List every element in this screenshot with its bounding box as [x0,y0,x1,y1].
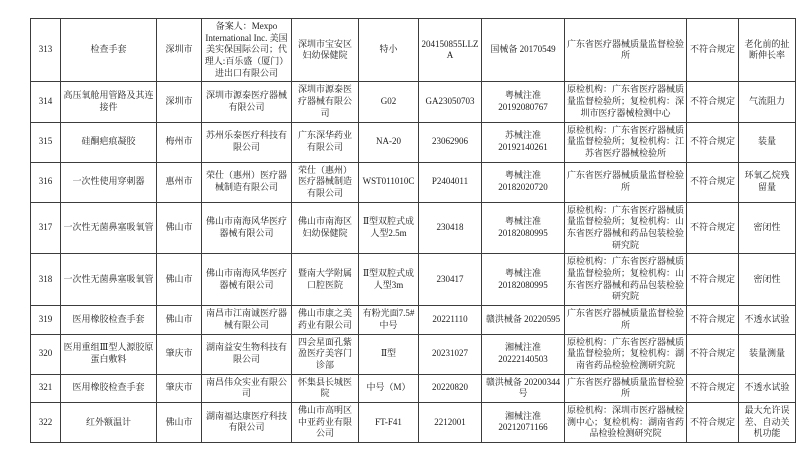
cell-spec: Ⅱ型双腔式成人型2.5m [359,202,419,254]
cell-batch: 204150855LLZA [419,19,482,82]
cell-result: 不符合规定 [687,202,739,254]
cell-batch: 20221110 [419,306,482,334]
cell-spec: FT-F41 [359,402,419,442]
cell-reg-no: 赣洪械备 20220595 [482,306,565,334]
cell-item: 密闭性 [739,254,796,306]
cell-registrant: 佛山市南海风华医疗器械有限公司 [202,254,292,306]
table-row [31,254,796,306]
cell-reg-no: 粤械注准20182080995 [482,254,565,306]
cell-city: 佛山市 [157,202,202,254]
cell-spec: WST011010C [359,162,419,202]
cell-sampled-unit: 怀集县长城医院 [292,374,359,402]
cell-no: 320 [31,334,61,374]
cell-inspector: 广东省医疗器械质量监督检验所 [565,374,687,402]
cell-product: 高压氧舱用管路及其连接件 [61,82,157,122]
cell-batch: GA23050703 [419,82,482,122]
cell-reg-no: 粤械注准20192080767 [482,82,565,122]
cell-reg-no: 湘械注准20212071166 [482,402,565,442]
cell-result: 不符合规定 [687,374,739,402]
cell-no: 315 [31,122,61,162]
cell-inspector: 原检机构：广东省医疗器械质量监督检验所；复检机构：山东省医疗器械和药品包装检验研究院 [565,202,687,254]
cell-sampled-unit: 荣仕（惠州）医疗器械制造有限公司 [292,162,359,202]
table-row [31,82,796,122]
cell-reg-no: 苏械注准20192140261 [482,122,565,162]
cell-registrant: 苏州乐泰医疗科技有限公司 [202,122,292,162]
cell-city: 佛山市 [157,254,202,306]
cell-registrant: 南昌伟众实业有限公司 [202,374,292,402]
cell-result: 不符合规定 [687,254,739,306]
cell-registrant: 荣仕（惠州）医疗器械制造有限公司 [202,162,292,202]
cell-city: 深圳市 [157,19,202,82]
cell-inspector: 原检机构：广东省医疗器械质量监督检验所；复检机构：湖南省药品检验检测研究院 [565,334,687,374]
cell-reg-no: 赣洪械备 20200344号 [482,374,565,402]
cell-reg-no: 国械备 20170549 [482,19,565,82]
cell-batch: 23062906 [419,122,482,162]
cell-no: 317 [31,202,61,254]
cell-product: 检查手套 [61,19,157,82]
cell-result: 不符合规定 [687,162,739,202]
cell-sampled-unit: 广东深华药业有限公司 [292,122,359,162]
cell-sampled-unit: 佛山市南海区妇幼保健院 [292,202,359,254]
table-row [31,334,796,374]
cell-sampled-unit: 佛山市高明区中亚药业有限公司 [292,402,359,442]
cell-registrant: 湖南福达康医疗科技有限公司 [202,402,292,442]
cell-item: 密闭性 [739,202,796,254]
cell-spec: Ⅱ型 [359,334,419,374]
cell-reg-no: 粤械注准20182080995 [482,202,565,254]
cell-sampled-unit: 暨南大学附属口腔医院 [292,254,359,306]
cell-result: 不符合规定 [687,82,739,122]
cell-product: 医用重组Ⅲ型人源胶原蛋白敷料 [61,334,157,374]
cell-reg-no: 粤械注准20182020720 [482,162,565,202]
cell-no: 319 [31,306,61,334]
cell-batch: 230418 [419,202,482,254]
cell-item: 最大允许误差、自动关机功能 [739,402,796,442]
cell-spec: 中号（M） [359,374,419,402]
cell-no: 321 [31,374,61,402]
cell-batch: P2404011 [419,162,482,202]
cell-city: 肇庆市 [157,374,202,402]
cell-spec: 特小 [359,19,419,82]
cell-no: 316 [31,162,61,202]
cell-result: 不符合规定 [687,122,739,162]
cell-sampled-unit: 深圳市源泰医疗器械有限公司 [292,82,359,122]
cell-spec: 有粉光面7.5#中号 [359,306,419,334]
cell-item: 气流阻力 [739,82,796,122]
cell-inspector: 广东省医疗器械质量监督检验所 [565,19,687,82]
cell-inspector: 广东省医疗器械质量监督检验所 [565,162,687,202]
cell-inspector: 广东省医疗器械质量监督检验所 [565,306,687,334]
cell-item: 装量 [739,122,796,162]
cell-result: 不符合规定 [687,402,739,442]
cell-no: 313 [31,19,61,82]
cell-spec: Ⅱ型双腔式成人型3m [359,254,419,306]
table-row [31,374,796,402]
cell-batch: 20231027 [419,334,482,374]
cell-no: 314 [31,82,61,122]
table-body [31,19,796,443]
cell-registrant: 南昌市江南诚医疗器械有限公司 [202,306,292,334]
table-row [31,19,796,82]
cell-product: 一次性无菌鼻塞吸氧管 [61,202,157,254]
cell-city: 肇庆市 [157,334,202,374]
cell-inspector: 原检机构：深圳市医疗器械检测中心；复检机构：湖南省药品检验检测研究院 [565,402,687,442]
cell-batch: 20220820 [419,374,482,402]
cell-result: 不符合规定 [687,334,739,374]
cell-item: 装量测量 [739,334,796,374]
cell-city: 深圳市 [157,82,202,122]
cell-registrant: 深圳市源泰医疗器械有限公司 [202,82,292,122]
cell-product: 硅酮疤痕凝胶 [61,122,157,162]
cell-no: 322 [31,402,61,442]
cell-item: 环氧乙烷残留量 [739,162,796,202]
cell-sampled-unit: 深圳市宝安区妇幼保健院 [292,19,359,82]
cell-registrant: 备案人：Mexpo International Inc. 美国美实保国际公司；代理人:百乐盛（厦门）进出口有限公司 [202,19,292,82]
cell-inspector: 原检机构：广东省医疗器械质量监督检验所；复检机构：深圳市医疗器械检测中心 [565,82,687,122]
cell-sampled-unit: 四会星面孔紫盈医疗美容门诊部 [292,334,359,374]
cell-spec: G02 [359,82,419,122]
table-row [31,122,796,162]
cell-result: 不符合规定 [687,19,739,82]
cell-registrant: 湖南益安生物科技有限公司 [202,334,292,374]
inspection-results-table [30,18,796,443]
table-row [31,202,796,254]
cell-inspector: 原检机构：广东省医疗器械质量监督检验所；复检机构：江苏省医疗器械检验所 [565,122,687,162]
table-row [31,402,796,442]
cell-city: 惠州市 [157,162,202,202]
table-row [31,162,796,202]
cell-item: 不透水试验 [739,374,796,402]
cell-product: 一次性无菌鼻塞吸氧管 [61,254,157,306]
cell-result: 不符合规定 [687,306,739,334]
cell-batch: 2212001 [419,402,482,442]
cell-product: 医用橡胶检查手套 [61,374,157,402]
cell-product: 红外额温计 [61,402,157,442]
cell-reg-no: 湘械注准20222140503 [482,334,565,374]
cell-city: 佛山市 [157,306,202,334]
cell-spec: NA-20 [359,122,419,162]
cell-registrant: 佛山市南海风华医疗器械有限公司 [202,202,292,254]
cell-city: 梅州市 [157,122,202,162]
cell-no: 318 [31,254,61,306]
cell-product: 医用橡胶检查手套 [61,306,157,334]
cell-product: 一次性使用穿刺器 [61,162,157,202]
cell-inspector: 原检机构：广东省医疗器械质量监督检验所；复检机构：山东省医疗器械和药品包装检验研究院 [565,254,687,306]
cell-item: 老化前的扯断伸长率 [739,19,796,82]
cell-sampled-unit: 佛山市康之美药业有限公司 [292,306,359,334]
table-row [31,306,796,334]
cell-item: 不透水试验 [739,306,796,334]
cell-city: 佛山市 [157,402,202,442]
cell-batch: 230417 [419,254,482,306]
